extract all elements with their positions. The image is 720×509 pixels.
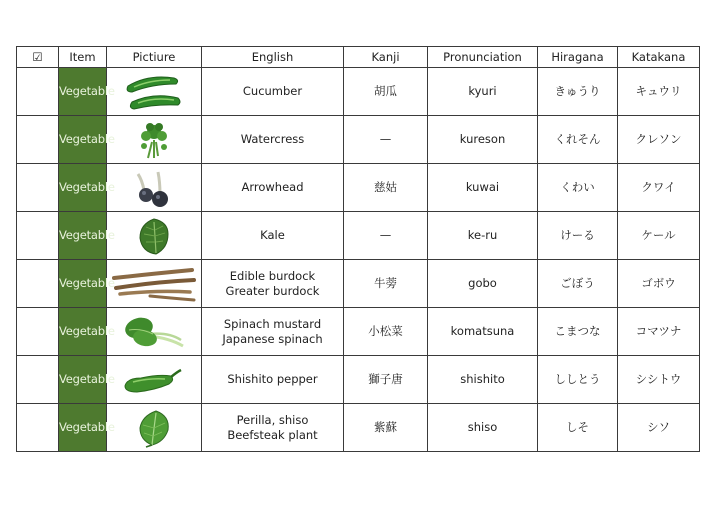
row-checkbox[interactable] [17, 68, 59, 116]
table-row [17, 404, 700, 452]
katakana-cell: シシトウ [618, 356, 700, 404]
arrowhead-icon [122, 168, 186, 208]
row-checkbox[interactable] [17, 404, 59, 452]
header-pronunciation: Pronunciation [428, 47, 538, 68]
katakana-cell: キュウリ [618, 68, 700, 116]
kanji-cell: 牛蒡 [344, 260, 428, 308]
header-english: English [202, 47, 344, 68]
table-row [17, 68, 700, 116]
kanji-cell: 慈姑 [344, 164, 428, 212]
pronunciation-cell: gobo [428, 260, 538, 308]
item-cell: Vegetable [59, 116, 107, 164]
katakana-cell: クワイ [618, 164, 700, 212]
hiragana-cell: けーる [538, 212, 618, 260]
shishito-pepper-icon [119, 360, 189, 400]
burdock-icon [110, 264, 198, 304]
row-checkbox[interactable] [17, 164, 59, 212]
table-row [17, 116, 700, 164]
katakana-cell: コマツナ [618, 308, 700, 356]
hiragana-cell: しそ [538, 404, 618, 452]
table-row [17, 356, 700, 404]
pronunciation-cell: komatsuna [428, 308, 538, 356]
pronunciation-cell: shishito [428, 356, 538, 404]
english-name-alt: Japanese spinach [222, 331, 323, 346]
item-cell: Vegetable [59, 356, 107, 404]
pronunciation-cell: kyuri [428, 68, 538, 116]
hiragana-cell: くれそん [538, 116, 618, 164]
item-cell: Vegetable [59, 260, 107, 308]
header-picture: Pictiure [107, 47, 202, 68]
row-checkbox[interactable] [17, 212, 59, 260]
header-hiragana: Hiragana [538, 47, 618, 68]
hiragana-cell: ごぼう [538, 260, 618, 308]
shiso-leaf-icon [122, 408, 186, 448]
item-cell: Vegetable [59, 212, 107, 260]
table-row [17, 308, 700, 356]
watercress-icon [122, 120, 186, 160]
row-checkbox[interactable] [17, 116, 59, 164]
header-item: Item [59, 47, 107, 68]
row-checkbox[interactable] [17, 260, 59, 308]
english-name: Edible burdock [229, 268, 316, 283]
english-name: Cucumber [242, 84, 303, 98]
hiragana-cell: ししとう [538, 356, 618, 404]
katakana-cell: ケール [618, 212, 700, 260]
english-name: Arrowhead [241, 180, 304, 194]
katakana-cell: シソ [618, 404, 700, 452]
pronunciation-cell: ke-ru [428, 212, 538, 260]
english-name-alt: Beefsteak plant [227, 427, 318, 442]
pronunciation-cell: shiso [428, 404, 538, 452]
english-name: Spinach mustard [223, 316, 322, 331]
header-checkbox[interactable]: ☑ [17, 47, 59, 68]
kanji-cell: 獅子唐 [344, 356, 428, 404]
kanji-cell: 小松菜 [344, 308, 428, 356]
kanji-cell: 胡瓜 [344, 68, 428, 116]
english-name: Shishito pepper [227, 372, 318, 386]
table-row [17, 164, 700, 212]
item-cell: Vegetable [59, 164, 107, 212]
hiragana-cell: くわい [538, 164, 618, 212]
kanji-cell: — [344, 212, 428, 260]
english-name: Perilla, shiso [236, 412, 309, 427]
table-row [17, 260, 700, 308]
table-row [17, 212, 700, 260]
row-checkbox[interactable] [17, 308, 59, 356]
header-kanji: Kanji [344, 47, 428, 68]
katakana-cell: ゴボウ [618, 260, 700, 308]
item-cell: Vegetable [59, 308, 107, 356]
pronunciation-cell: kureson [428, 116, 538, 164]
header-katakana: Katakana [618, 47, 700, 68]
english-name: Watercress [240, 132, 305, 146]
header-row [17, 47, 700, 68]
item-cell: Vegetable [59, 68, 107, 116]
hiragana-cell: こまつな [538, 308, 618, 356]
kale-icon [122, 216, 186, 256]
hiragana-cell: きゅうり [538, 68, 618, 116]
vegetable-table [16, 46, 700, 452]
katakana-cell: クレソン [618, 116, 700, 164]
kanji-cell: — [344, 116, 428, 164]
row-checkbox[interactable] [17, 356, 59, 404]
cucumber-icon [122, 72, 186, 112]
pronunciation-cell: kuwai [428, 164, 538, 212]
kanji-cell: 紫蘇 [344, 404, 428, 452]
item-cell: Vegetable [59, 404, 107, 452]
komatsuna-icon [119, 312, 189, 352]
english-name-alt: Greater burdock [225, 283, 320, 298]
english-name: Kale [260, 228, 285, 242]
